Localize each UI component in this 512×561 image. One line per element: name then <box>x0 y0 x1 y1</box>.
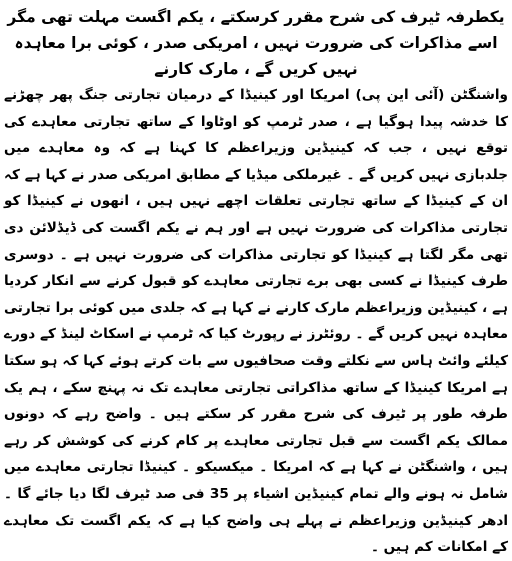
article-body: واشنگٹن (آئی این پی) امریکا اور کینیڈا کے درمیان تجارتی جنگ پھر چھڑنے کا خدشہ پیدا ہوگیا ہے ، صدر ٹرمپ کو اوٹاوا کے ساتھ تجارتی معاہدے کی توقع نہیں ، جب کہ کینیڈین وزیراعظم کا کہنا ہے کہ وہ معاہدے میں جلدبازی نہیں کریں گے ۔ غیرملکی میڈیا کے مطابق امریکی صدر نے کہا ہے کہ ان کے کینیڈا کے ساتھ تجارتی تعلقات اچھے نہیں ہیں ، انھوں نے کینیڈا کو تجارتی مذاکرات کی ضرورت نہیں ہے اور ہم نے یکم اگست کی ڈیڈلائن دی تھی مگر لگتا ہے کینیڈا کو تجارتی مذاکرات کی ضرورت نہیں ہے ۔ دوسری طرف کینیڈا نے کسی بھی برے تجارتی معاہدے کو قبول کرنے سے انکار کردیا ہے ، کینیڈین وزیراعظم مارک کارنے نے کہا ہے کہ جلدی میں کوئی برا تجارتی معاہدہ نہیں کریں گے ۔ روئٹرز نے رپورٹ کیا کہ ٹرمپ نے اسکاٹ لینڈ کے دورے کیلئے وائٹ ہاس سے نکلتے وقت صحافیوں سے بات کرتے ہوئے کہا کہ ہو سکتا ہے امریکا کینیڈا کے ساتھ مذاکراتی تجارتی معاہدے تک نہ پہنچ سکے ، ہم یک طرفہ طور پر ٹیرف کی شرح مقرر کر سکتے ہیں ۔ واضح رہے کہ دونوں ممالک یکم اگست سے قبل تجارتی معاہدے پر کام کرنے کی کوشش کر رہے ہیں ، واشنگٹن نے کہا ہے کہ امریکا ۔ میکسیکو ۔ کینیڈا تجارتی معاہدے میں شامل نہ ہونے والے تمام کینیڈین اشیاء پر 35 فی صد ٹیرف لگا دیا جائے گا ۔ ادھر کینیڈین وزیراعظم نے پہلے ہی واضح کیا ہے کہ یکم اگست تک معاہدے کے امکانات کم ہیں ۔ <box>4 87 508 556</box>
article-headline: یکطرفہ ٹیرف کی شرح مقرر کرسکتے ، یکم اگست مہلت تھی مگر اسے مذاکرات کی ضرورت نہیں ، امریکی صدر ، کوئی برا معاہدہ نہیں کریں گے ، مارک کارنے <box>7 8 505 78</box>
